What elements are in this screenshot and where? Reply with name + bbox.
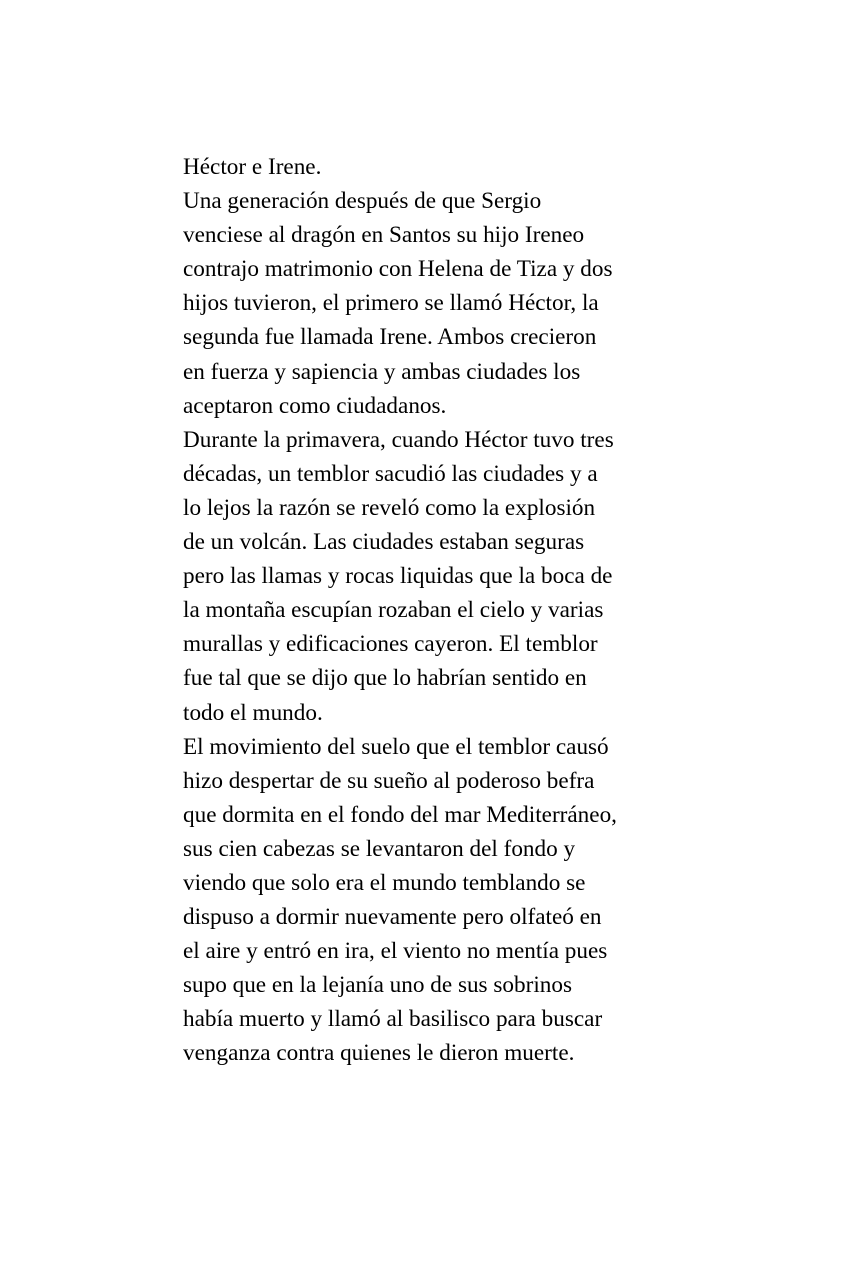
text-line: segunda fue llamada Irene. Ambos crecieron xyxy=(183,324,597,351)
text-line: de un volcán. Las ciudades estaban seguras xyxy=(183,529,585,556)
text-line: que dormita en el fondo del mar Mediterráneo, xyxy=(183,801,617,828)
text-line: en fuerza y sapiencia y ambas ciudades los xyxy=(183,358,581,385)
text-line: hizo despertar de su sueño al poderoso befra xyxy=(183,767,595,794)
text-line: El movimiento del suelo que el temblor causó xyxy=(183,733,609,760)
text-line: dispuso a dormir nuevamente pero olfateó en xyxy=(183,904,602,931)
text-line: murallas y edificaciones cayeron. El temblor xyxy=(183,631,598,658)
text-line: Durante la primavera, cuando Héctor tuvo tres xyxy=(183,426,614,453)
text-line: la montaña escupían rozaban el cielo y varias xyxy=(183,597,604,624)
text-line: pero las llamas y rocas liquidas que la boca de xyxy=(183,563,613,590)
text-line: supo que en la lejanía uno de sus sobrinos xyxy=(183,972,572,999)
text-line: fue tal que se dijo que lo habrían sentido en xyxy=(183,665,587,692)
text-line: lo lejos la razón se reveló como la explosión xyxy=(183,494,596,521)
text-line: el aire y entró en ira, el viento no mentía pues xyxy=(183,938,608,965)
text-line: todo el mundo. xyxy=(183,699,323,726)
text-line: Una generación después de que Sergio xyxy=(183,188,542,215)
text-line: viendo que solo era el mundo temblando se xyxy=(183,869,586,896)
text-line: sus cien cabezas se levantaron del fondo y xyxy=(183,835,576,862)
text-line: venciese al dragón en Santos su hijo Ireneo xyxy=(183,222,585,249)
text-line: había muerto y llamó al basilisco para buscar xyxy=(183,1006,603,1033)
story-title: Héctor e Irene. xyxy=(183,154,322,180)
text-line: contrajo matrimonio con Helena de Tiza y dos xyxy=(183,256,613,283)
text-line: hijos tuvieron, el primero se llamó Héctor, la xyxy=(183,290,599,317)
text-line: aceptaron como ciudadanos. xyxy=(183,392,447,419)
body-text xyxy=(183,150,683,1071)
text-line: décadas, un temblor sacudió las ciudades y a xyxy=(183,460,598,487)
text-line: venganza contra quienes le dieron muerte. xyxy=(183,1040,575,1067)
